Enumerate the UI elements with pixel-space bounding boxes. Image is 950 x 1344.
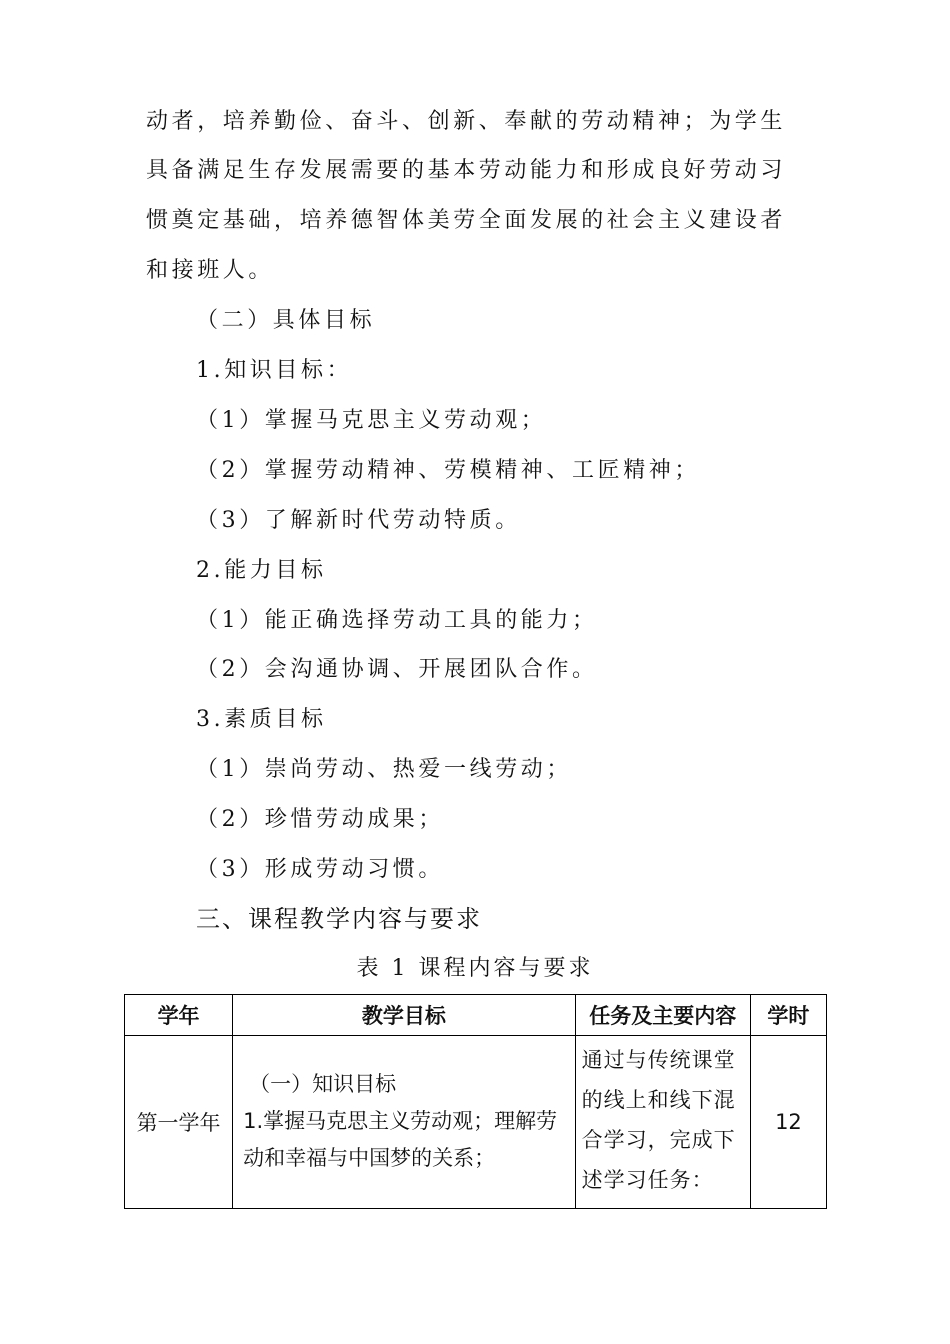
quality-item-3: （3）形成劳动习惯。 — [196, 857, 444, 882]
knowledge-item-2: （2）掌握劳动精神、劳模精神、工匠精神； — [196, 458, 700, 483]
table-caption: 表 1 课程内容与要求 — [356, 956, 594, 981]
intro-line-1: 动者，培养勤俭、奋斗、创新、奉献的劳动精神；为学生 — [146, 109, 787, 134]
section-three-heading: 三、课程教学内容与要求 — [196, 905, 482, 933]
intro-line-3: 惯奠定基础，培养德智体美劳全面发展的社会主义建设者 — [146, 208, 787, 233]
header-year: 学年 — [125, 995, 233, 1036]
cell-hours: 12 — [750, 1036, 826, 1209]
cell-year: 第一学年 — [125, 1036, 233, 1209]
knowledge-item-3: （3）了解新时代劳动特质。 — [196, 508, 521, 533]
header-task-content: 任务及主要内容 — [575, 995, 750, 1036]
course-content-table — [124, 994, 827, 1209]
knowledge-goal-title: 1.知识目标： — [196, 358, 353, 383]
header-hours: 学时 — [750, 995, 826, 1036]
quality-item-2: （2）珍惜劳动成果； — [196, 807, 444, 832]
goal-line-3: 动和幸福与中国梦的关系； — [243, 1145, 496, 1170]
quality-goal-title: 3.素质目标 — [196, 707, 327, 732]
section-specific-goals: （二）具体目标 — [196, 308, 376, 333]
task-line-2: 的线上和线下混 — [581, 1088, 736, 1112]
cell-task-content — [575, 1036, 750, 1209]
intro-line-2: 具备满足生存发展需要的基本劳动能力和形成良好劳动习 — [146, 158, 787, 183]
quality-item-1: （1）崇尚劳动、热爱一线劳动； — [196, 757, 572, 782]
task-line-1: 通过与传统课堂 — [581, 1048, 736, 1072]
ability-goal-title: 2.能力目标 — [196, 558, 327, 583]
intro-line-4: 和接班人。 — [146, 258, 275, 283]
cell-teaching-goal — [233, 1036, 575, 1209]
task-line-3: 合学习，完成下 — [581, 1128, 736, 1152]
ability-item-1: （1）能正确选择劳动工具的能力； — [196, 608, 598, 633]
table-header-row — [125, 995, 827, 1036]
goal-line-1: （一）知识目标 — [249, 1071, 397, 1096]
goal-line-2: 1.掌握马克思主义劳动观；理解劳 — [243, 1108, 558, 1133]
knowledge-item-1: （1）掌握马克思主义劳动观； — [196, 408, 547, 433]
ability-item-2: （2）会沟通协调、开展团队合作。 — [196, 657, 598, 682]
task-line-4: 述学习任务： — [581, 1168, 714, 1192]
table-row — [125, 1036, 827, 1209]
header-teaching-goal: 教学目标 — [233, 995, 575, 1036]
